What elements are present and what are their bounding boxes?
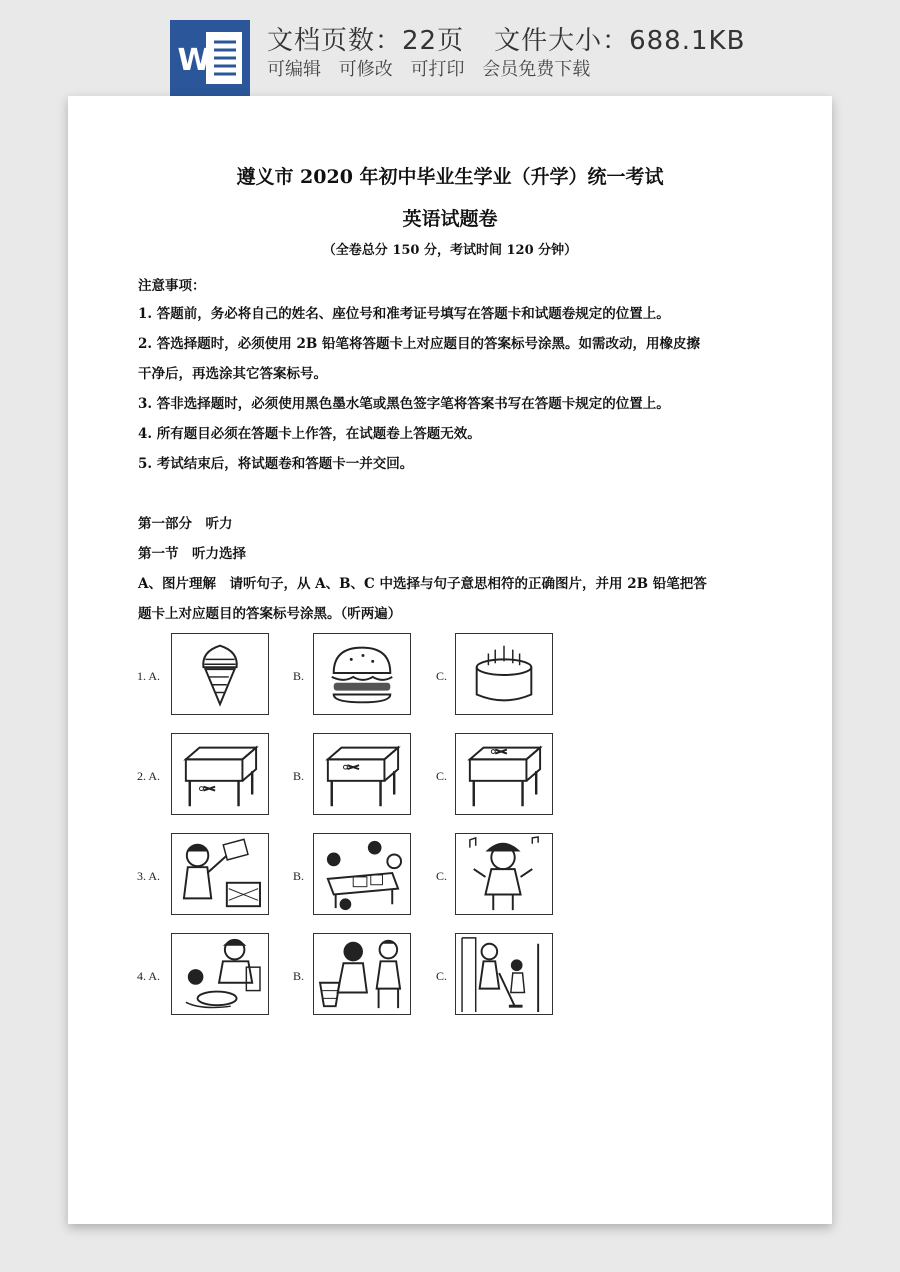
file-size: 文件大小：688.1KB (494, 26, 746, 56)
notice-heading: 注意事项： (138, 278, 206, 294)
question-4-c-label: C. (436, 969, 448, 983)
notice-item: 1. 答题前，务必将自己的姓名、座位号和准考证号填写在答题卡和试题卷规定的位置上。 (138, 306, 670, 322)
hamburger-picture (313, 633, 411, 715)
scissors-in-table-picture (313, 733, 411, 815)
word-doc-icon (170, 20, 250, 96)
sweeping-floor-picture (455, 933, 553, 1015)
download-header (0, 0, 900, 96)
feature-printable: 可打印 (410, 59, 465, 80)
question-1-c-label: C. (436, 669, 448, 683)
kids-basket-picture (313, 933, 411, 1015)
notice-item: 2. 答选择题时，必须使用 2B 铅笔将答题卡上对应题目的答案标号涂黑。如需改动，用橡皮擦 (138, 336, 700, 352)
exam-subtitle: 英语试题卷 (402, 208, 498, 230)
scissors-on-table-picture (455, 733, 553, 815)
svg-text:W: W (177, 43, 211, 78)
question-3-b-label: B. (293, 869, 305, 883)
notice-item: 5. 考试结束后，将试题卷和答题卡一并交回。 (138, 456, 414, 472)
children-drawing-picture (313, 833, 411, 915)
question-3-label: 3. A. (137, 869, 161, 883)
exam-title: 遵义市 2020 年初中毕业生学业（升学）统一考试 (236, 166, 664, 188)
section-heading: 第一节 听力选择 (138, 546, 246, 562)
question-3-c-label: C. (436, 869, 448, 883)
washing-clothes-picture (171, 933, 269, 1015)
doc-info (267, 20, 745, 57)
question-2-c-label: C. (436, 769, 448, 783)
scissors-under-table-picture (171, 733, 269, 815)
part-heading: 第一部分 听力 (138, 516, 233, 532)
girl-drawing-picture (171, 833, 269, 915)
question-1-b-label: B. (293, 669, 305, 683)
girl-music-picture (455, 833, 553, 915)
exam-total: （全卷总分 150 分，考试时间 120 分钟） (322, 243, 578, 258)
page-count: 文档页数：22页 (267, 26, 465, 56)
feature-list (267, 55, 602, 81)
notice-item: 4. 所有题目必须在答题卡上作答，在试题卷上答题无效。 (138, 426, 481, 442)
question-2-b-label: B. (293, 769, 305, 783)
question-1-label: 1. A. (137, 669, 161, 683)
feature-editable: 可编辑 (267, 59, 321, 80)
feature-modifiable: 可修改 (338, 59, 393, 80)
question-2-label: 2. A. (137, 769, 161, 783)
notice-item: 干净后，再选涂其它答案标号。 (138, 366, 327, 382)
instruction-line: 题卡上对应题目的答案标号涂黑。（听两遍） (138, 606, 402, 622)
birthday-cake-picture (455, 633, 553, 715)
document-page (68, 96, 832, 1224)
ice-cream-cone-picture (171, 633, 269, 715)
feature-free-download[interactable]: 会员免费下载 (482, 59, 591, 80)
question-4-label: 4. A. (137, 969, 161, 983)
instruction-line: A、图片理解 请听句子，从 A、B、C 中选择与句子意思相符的正确图片，并用 2B 铅笔把答 (138, 576, 707, 592)
notice-item: 3. 答非选择题时，必须使用黑色墨水笔或黑色签字笔将答案书写在答题卡规定的位置上。 (138, 396, 670, 412)
question-4-b-label: B. (293, 969, 305, 983)
